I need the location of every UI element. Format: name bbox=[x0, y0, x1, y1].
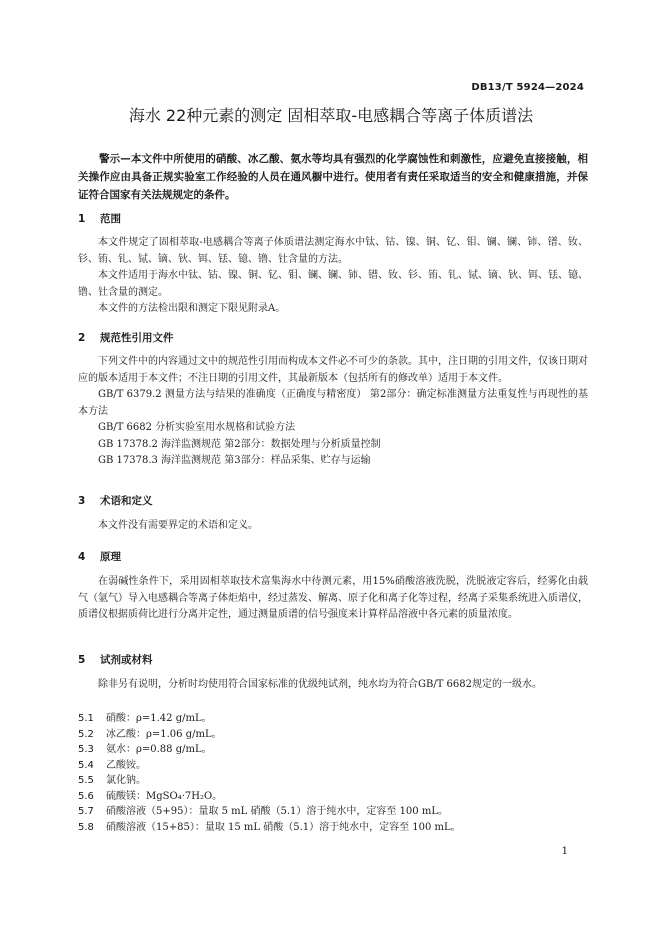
paragraph: 下列文件中的内容通过文中的规范性引用而构成本文件必不可少的条款。其中，注日期的引用文件，仅该日期对应的版本适用于本文件；不注日期的引用文件，其最新版本（包括所有的修改单）适用于本文件。 bbox=[78, 356, 588, 384]
section-3-heading bbox=[78, 493, 153, 508]
reagent-item bbox=[78, 742, 598, 758]
item-text: 硝酸：ρ=1.42 g/mL。 bbox=[106, 713, 212, 724]
section-1-heading bbox=[78, 211, 121, 226]
section-1-body bbox=[78, 235, 588, 318]
section-title: 规范性引用文件 bbox=[100, 332, 174, 344]
item-number: 5.6 bbox=[78, 790, 94, 802]
reference-item: GB/T 6379.2 测量方法与结果的准确度（正确度与精密度） 第2部分：确定标准测量方法重复性与再现性的基本方法 bbox=[78, 389, 588, 417]
section-5-intro bbox=[78, 677, 588, 694]
item-number: 5.1 bbox=[78, 713, 94, 724]
item-number: 5.2 bbox=[78, 728, 94, 740]
reagent-item bbox=[78, 727, 598, 743]
item-number: 5.3 bbox=[78, 744, 94, 755]
item-text: 硝酸溶液（5+95）：量取 5 mL 硝酸（5.1）溶于纯水中，定容至 100 mL。 bbox=[106, 806, 448, 817]
reagent-item bbox=[78, 820, 598, 836]
item-text: 硫酸镁：MgSO₄·7H₂O。 bbox=[106, 790, 223, 802]
section-title: 范围 bbox=[100, 213, 121, 225]
item-text: 氯化钠。 bbox=[106, 775, 146, 786]
section-number: 4 bbox=[78, 551, 86, 563]
reagent-list bbox=[78, 711, 598, 835]
page-number: 1 bbox=[561, 846, 568, 857]
paragraph: 本文件的方法检出限和测定下限见附录A。 bbox=[98, 303, 286, 314]
paragraph: 本文件适用于海水中钛、钴、镍、铜、钇、钼、镧、镧、铈、镨、钕、钐、铕、钆、铽、镝、钬、铒、铥、镱、镥、钍含量的测定。 bbox=[78, 270, 588, 298]
section-3-body bbox=[78, 518, 588, 535]
section-number: 5 bbox=[78, 654, 86, 666]
item-number: 5.5 bbox=[78, 775, 94, 786]
section-title: 原理 bbox=[100, 551, 121, 563]
item-text: 乙酸铵。 bbox=[106, 759, 146, 771]
reagent-item bbox=[78, 804, 598, 820]
section-2-heading bbox=[78, 330, 174, 345]
section-title: 试剂或材料 bbox=[100, 654, 153, 666]
reference-item: GB 17378.3 海洋监测规范 第3部分：样品采集、贮存与运输 bbox=[98, 455, 371, 466]
paragraph: 除非另有说明，分析时均使用符合国家标准的优级纯试剂，纯水均为符合GB/T 6682规定的一级水。 bbox=[98, 679, 543, 690]
section-2-body bbox=[78, 354, 588, 470]
item-number: 5.4 bbox=[78, 759, 94, 771]
section-5-heading bbox=[78, 652, 153, 667]
section-title: 术语和定义 bbox=[100, 495, 153, 507]
paragraph: 本文件没有需要界定的术语和定义。 bbox=[98, 520, 258, 531]
item-number: 5.7 bbox=[78, 806, 94, 817]
section-4-heading bbox=[78, 549, 121, 564]
item-text: 氨水：ρ=0.88 g/mL。 bbox=[106, 744, 212, 755]
item-number: 5.8 bbox=[78, 821, 94, 833]
reagent-item bbox=[78, 711, 598, 727]
section-4-body bbox=[78, 574, 588, 624]
reagent-item bbox=[78, 773, 598, 789]
section-number: 1 bbox=[78, 213, 86, 225]
item-text: 硝酸溶液（15+85）：量取 15 mL 硝酸（5.1）溶于纯水中，定容至 100 mL。 bbox=[106, 821, 461, 833]
paragraph: 在弱碱性条件下，采用固相萃取技术富集海水中待测元素，用15%硝酸溶液洗脱，洗脱液定容后，经雾化由载气（氩气）导入电感耦合等离子体炬焰中，经过蒸发、解离、原子化和离子化等过程，经离子采集系统进入质谱仪，质谱仪根据质荷比进行分离并定性，通过测量质谱的信号强度来计算样品溶液中各元素的质量浓度。 bbox=[78, 576, 588, 620]
safety-warning: 警示—本文件中所使用的硝酸、冰乙酸、氨水等均具有强烈的化学腐蚀性和刺激性，应避免直接接触，相关操作应由具备正规实验室工作经验的人员在通风橱中进行。使用者有责任采取适当的安全和健康措施，并保证符合国家有关法规规定的条件。 bbox=[78, 153, 588, 201]
paragraph: 本文件规定了固相萃取-电感耦合等离子体质谱法测定海水中钛、钴、镍、铜、钇、钼、镧、镧、铈、镨、钕、钐、铕、钆、铽、镝、钬、铒、铥、镱、镥、钍含量的方法。 bbox=[78, 237, 588, 265]
reference-item: GB 17378.2 海洋监测规范 第2部分：数据处理与分析质量控制 bbox=[98, 438, 381, 450]
section-number: 2 bbox=[78, 332, 86, 344]
document-title: 海水 22种元素的测定 固相萃取-电感耦合等离子体质谱法 bbox=[128, 106, 534, 125]
reagent-item bbox=[78, 758, 598, 774]
reference-item: GB/T 6682 分析实验室用水规格和试验方法 bbox=[98, 422, 296, 433]
standard-code: DB13/T 5924—2024 bbox=[471, 82, 584, 93]
section-number: 3 bbox=[78, 495, 86, 507]
reagent-item bbox=[78, 789, 598, 805]
item-text: 冰乙酸：ρ=1.06 g/mL。 bbox=[106, 728, 222, 740]
